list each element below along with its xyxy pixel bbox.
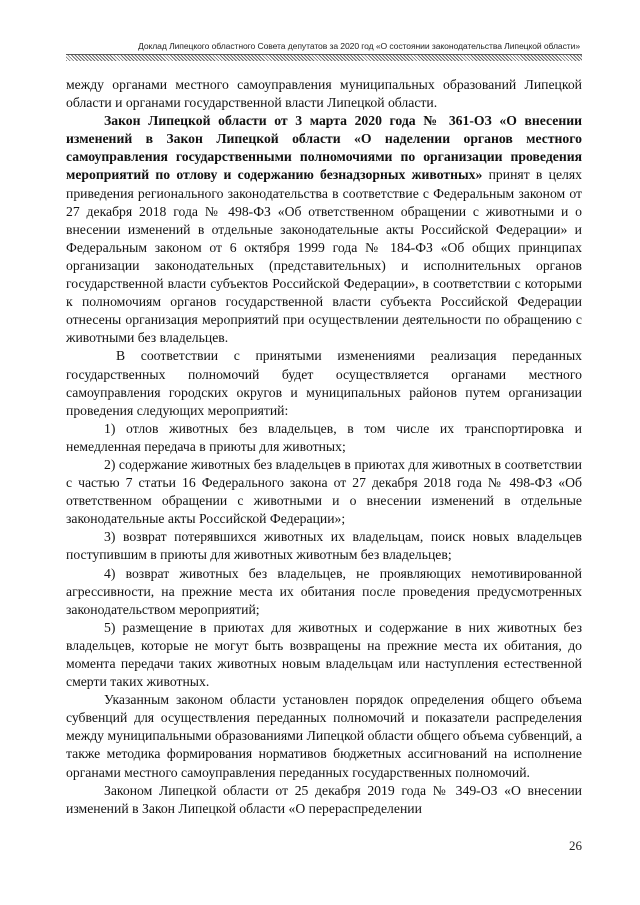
list-item-2: 2) содержание животных без владельцев в приютах для животных в соответствии с частью 7 статьи 16 Федерального закона от 27 декабря 2018 года № 498-ФЗ «Об ответственном обращении с животными и о внесении изменений в отдельные законодательные акты Российской Федерации»; xyxy=(66,456,582,527)
paragraph-law-349: Законом Липецкой области от 25 декабря 2019 года № 349-ОЗ «О внесении изменений в Закон Липецкой области «О перераспределении xyxy=(66,782,582,816)
paragraph-subventions: Указанным законом области установлен порядок определения общего объема субвенций для осуществления переданных полномочий и показатели распределения между муниципальными образованиями Липецкой области общего объема субвенций, а также методика формирования нормативов бюджетных ассигнований на исполнение органами местного самоуправления переданных государственных полномочий. xyxy=(66,692,582,780)
list-item-1: 1) отлов животных без владельцев, в том числе их транспортировка и немедленная передача в приюты для животных; xyxy=(66,420,582,454)
page-number: 26 xyxy=(569,838,582,853)
law-description: принят в целях приведения регионального законодательства в соответствие с Федеральным законом от 27 декабря 2018 года № 498-ФЗ «Об ответственном обращении с животными и о внесении изменений в отдельные законодательные акты Российской Федерации» и Федеральным законом от 6 октября 1999 года № 184-ФЗ «Об общих принципах организации законодательных (представительных) и исполнительных органов государственной власти субъектов Российской Федерации», в соответствии с которыми к полномочиям органов государственной власти субъекта Российской Федерации отнесены организация мероприятий при осуществлении деятельности по обращению с животными без владельцев. xyxy=(66,167,582,346)
paragraph-continuation: между органами местного самоуправления муниципальных образований Липецкой области и органами государственной власти Липецкой области. xyxy=(66,77,582,111)
paragraph-implementation: В соответствии с принятыми изменениями реализация переданных государственных полномочий будет осуществляется органами местного самоуправления городских округов и муниципальных районов путем организации проведения следующих мероприятий: xyxy=(66,348,582,418)
paragraph-law-361 xyxy=(66,112,582,347)
list-item-5: 5) размещение в приютах для животных и содержание в них животных без владельцев, которые не могут быть возвращены на прежние места их обитания, до момента передачи таких животных новым владельцам или наступления естественной смерти таких животных. xyxy=(66,619,582,690)
list-item-4: 4) возврат животных без владельцев, не проявляющих немотивированной агрессивности, на прежние места их обитания после проведения предусмотренных законодательством мероприятий; xyxy=(66,565,582,617)
document-body xyxy=(66,76,582,818)
law-title-bold: Закон Липецкой области от 3 марта 2020 года № 361-ОЗ «О внесении изменений в Закон Липецкой области «О наделении органов местного самоуправления государственными полномочиями по организации проведения мероприятий по отлову и содержанию безнадзорных животных» xyxy=(66,113,582,183)
header-rule xyxy=(66,54,582,61)
running-header: Доклад Липецкого областного Совета депутатов за 2020 год «О состоянии законодательства Липецкой области» xyxy=(138,41,580,51)
list-item-3: 3) возврат потерявшихся животных их владельцам, поиск новых владельцев поступившим в приюты для животных животным без владельцев; xyxy=(66,529,582,563)
